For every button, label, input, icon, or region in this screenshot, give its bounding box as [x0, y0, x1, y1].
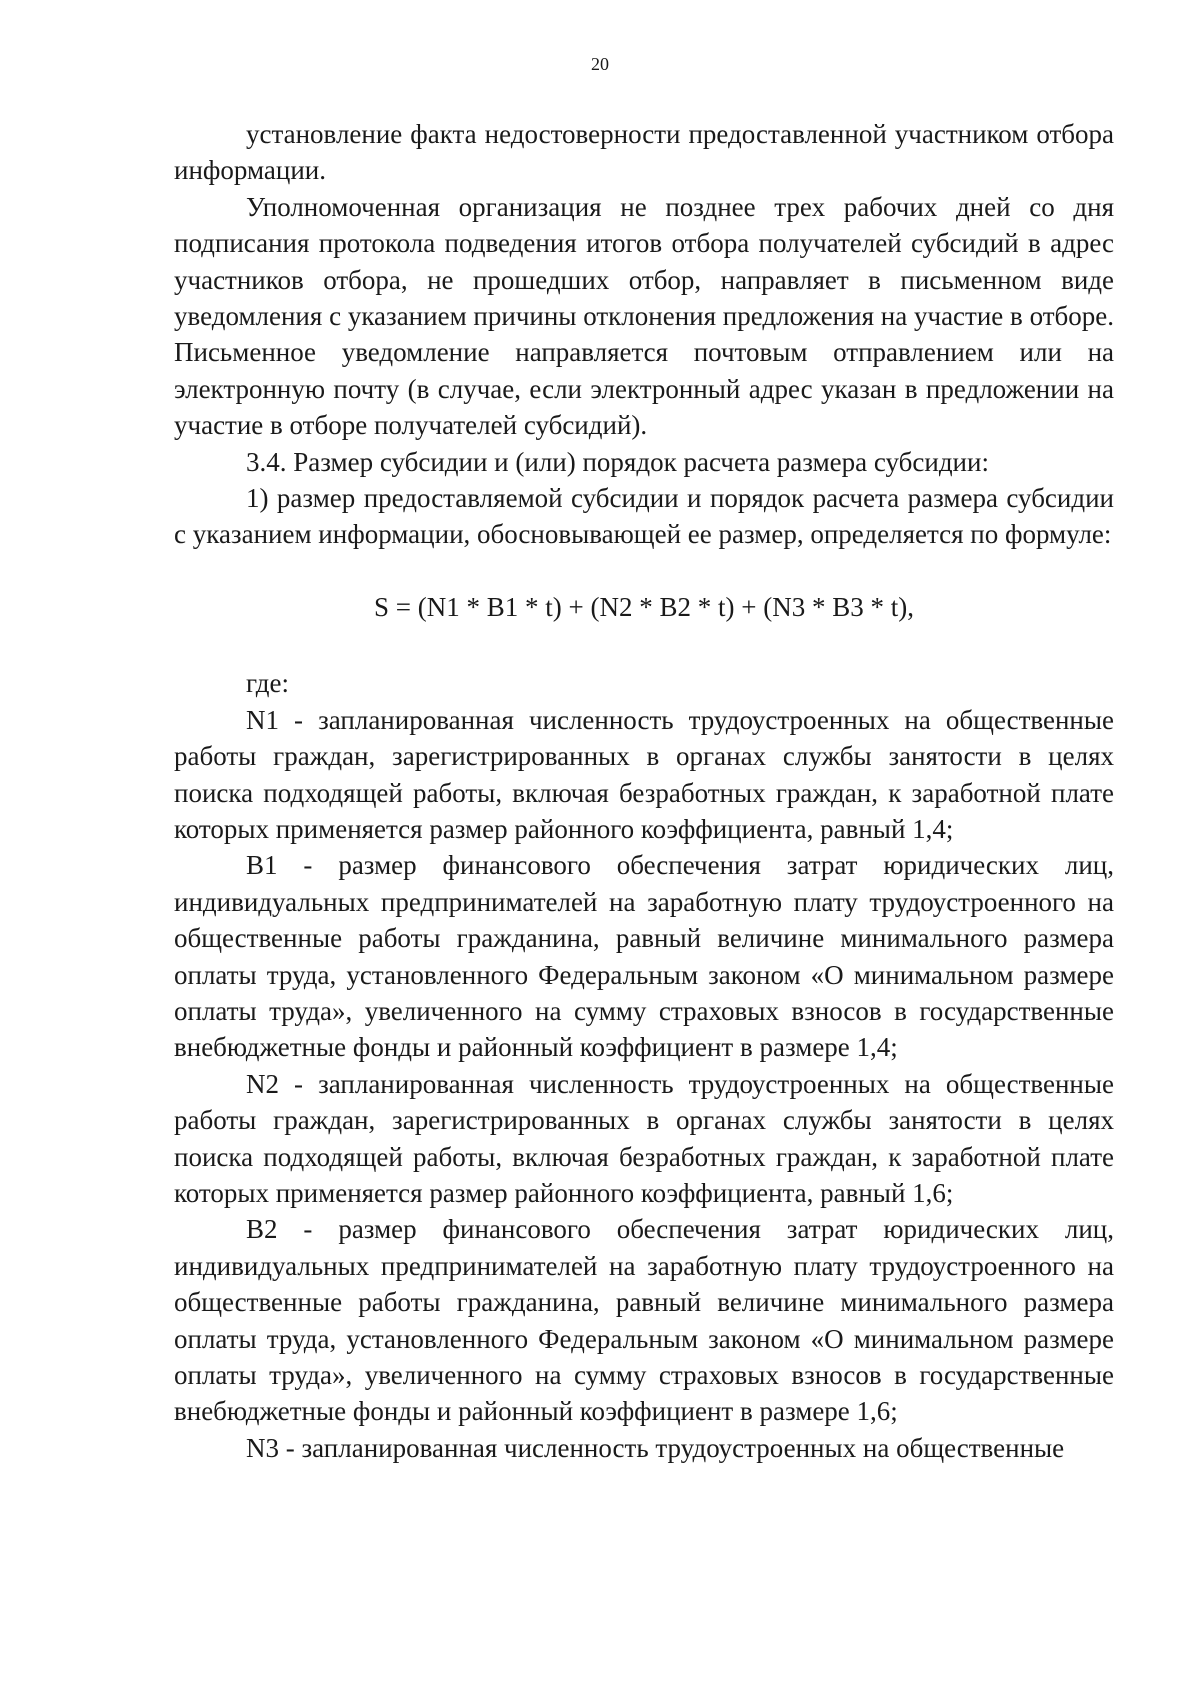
paragraph-notification: Уполномоченная организация не позднее трех рабочих дней со дня подписания протокола подведения итогов отбора получателей субсидий в адрес участников отбора, не прошедших отбор, направляет в письменном виде уведомления с указанием причины отклонения предложения на участие в отборе. Письменное уведомление направляется почтовым отправлением или на электронную почту (в случае, если электронный адрес указан в предложении на участие в отборе получателей субсидий).	[174, 191, 1114, 441]
definition-n3: N3 - запланированная численность трудоустроенных на общественные	[246, 1432, 1065, 1463]
document-body	[174, 116, 1114, 1466]
definition-b2: B2 - размер финансового обеспечения затрат юридических лиц, индивидуальных предпринимателей на заработную плату трудоустроенного на общественные работы гражданина, равный величине минимального размера оплаты труда, установленного Федеральным законом «О минимальном размере оплаты труда», увеличенного на сумму страховых взносов в государственные внебюджетные фонды и районный коэффициент в размере 1,6;	[174, 1214, 1114, 1427]
definition-n2: N2 - запланированная численность трудоустроенных на общественные работы граждан, зарегистрированных в органах службы занятости в целях поиска подходящей работы, включая безработных граждан, к заработной плате которых применяется размер районного коэффициента, равный 1,6;	[174, 1068, 1114, 1208]
paragraph-continuation: установление факта недостоверности предоставленной участником отбора информации.	[174, 119, 1114, 186]
page-number: 20	[591, 54, 609, 74]
definition-b1: B1 - размер финансового обеспечения затрат юридических лиц, индивидуальных предпринимателей на заработную плату трудоустроенного на общественные работы гражданина, равный величине минимального размера оплаты труда, установленного Федеральным законом «О минимальном размере оплаты труда», увеличенного на сумму страховых взносов в государственные внебюджетные фонды и районный коэффициент в размере 1,4;	[174, 850, 1114, 1063]
formula: S = (N1 * B1 * t) + (N2 * B2 * t) + (N3 * B3 * t),	[374, 591, 914, 622]
definition-n1: N1 - запланированная численность трудоустроенных на общественные работы граждан, зарегистрированных в органах службы занятости в целях поиска подходящей работы, включая безработных граждан, к заработной плате которых применяется размер районного коэффициента, равный 1,4;	[174, 704, 1114, 844]
paragraph-section-3-4: 3.4. Размер субсидии и (или) порядок расчета размера субсидии:	[246, 446, 989, 477]
paragraph-formula-intro: 1) размер предоставляемой субсидии и порядок расчета размера субсидии с указанием информации, обосновывающей ее размер, определяется по формуле:	[174, 483, 1114, 550]
definition-where: где:	[246, 668, 289, 699]
